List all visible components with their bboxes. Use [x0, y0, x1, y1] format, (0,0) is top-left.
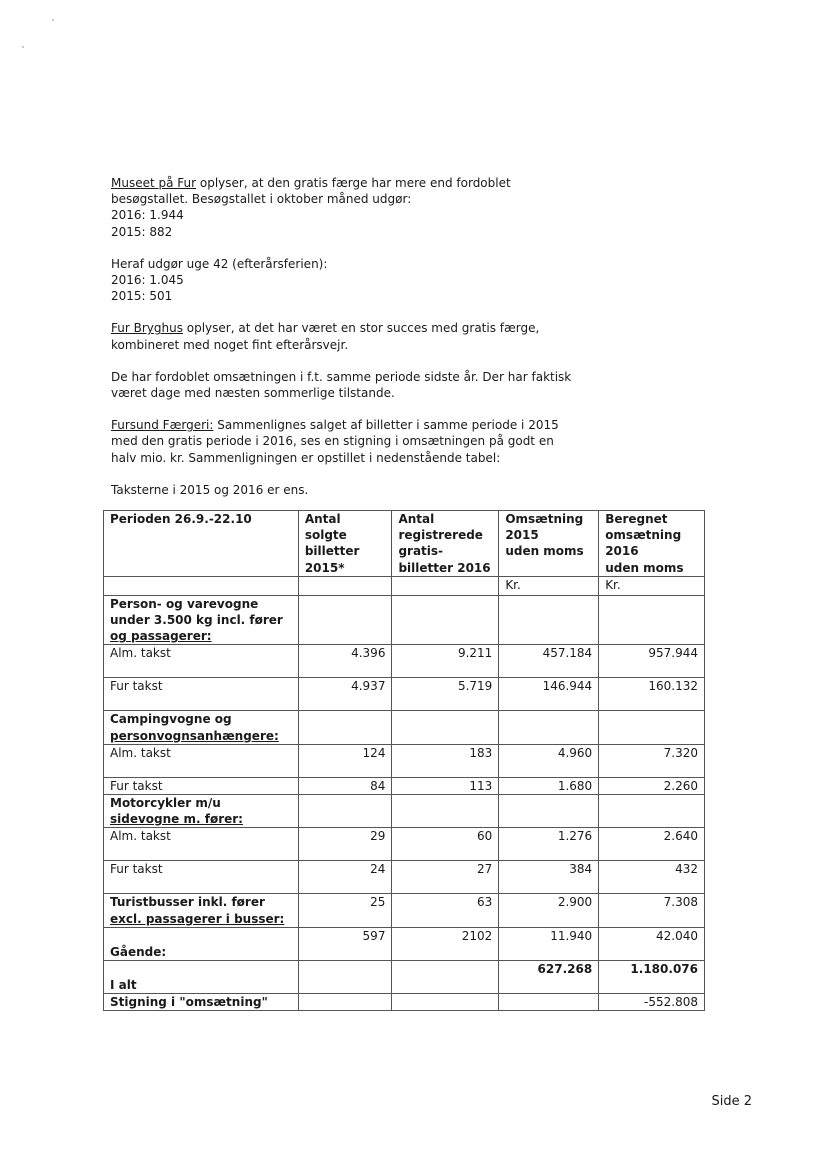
- category-row: [104, 711, 705, 744]
- table-row: Fur takst 24 27 384 432: [104, 861, 705, 894]
- scan-speck: [52, 19, 54, 21]
- unit-cell: Kr.: [599, 576, 705, 595]
- total-row: I alt 627.268 1.180.076: [104, 960, 705, 993]
- category-row: [104, 795, 705, 828]
- unit-row: [104, 576, 705, 595]
- link-brewery: Fur Bryghus: [111, 321, 183, 336]
- paragraph-museum-l4: 2015: 882: [111, 224, 173, 239]
- table-row: Fur takst 4.937 5.719 146.944 160.132: [104, 678, 705, 711]
- paragraph-revenue-l2: været dage med næsten sommerlige tilstande.: [111, 386, 395, 401]
- table-row: Turistbusser inkl. fører excl. passagerer i busser: 25 63 2.900 7.308: [104, 894, 705, 927]
- header-revenue-2015: Omsætning 2015 uden moms: [499, 511, 599, 577]
- paragraph-ferry-l1: Fursund Færgeri: Sammenlignes salget af billetter i samme periode i 2015: [111, 418, 559, 433]
- paragraph-brewery-l1: Fur Bryghus oplyser, at det har været en stor succes med gratis færge,: [111, 321, 540, 336]
- category-row: [104, 595, 705, 645]
- table-row: Gående: 597 2102 11.940 42.040: [104, 927, 705, 960]
- paragraph-museum-l2: besøgstallet. Besøgstallet i oktober måned udgør:: [111, 192, 412, 207]
- table-row: Alm. takst 4.396 9.211 457.184 957.944: [104, 645, 705, 678]
- table-row: Alm. takst 124 183 4.960 7.320: [104, 744, 705, 777]
- header-registered: Antal registrerede gratis- billetter 2016: [392, 511, 499, 577]
- category-walking: Gående:: [104, 927, 299, 960]
- increase-row: Stigning i "omsætning" -552.808: [104, 993, 705, 1010]
- paragraph-ferry-l3: halv mio. kr. Sammenligningen er opstillet i nedenstående tabel:: [111, 450, 501, 465]
- paragraph-rates: Taksterne i 2015 og 2016 er ens.: [111, 482, 309, 497]
- category-buses: Turistbusser inkl. fører excl. passagerer i busser:: [104, 894, 299, 927]
- body-text: [111, 175, 611, 498]
- unit-cell: Kr.: [499, 576, 599, 595]
- paragraph-week42-l2: 2016: 1.045: [111, 273, 184, 288]
- category-motorcycles: Motorcykler m/u sidevogne m. fører:: [104, 795, 299, 828]
- page-number: Side 2: [711, 1094, 752, 1109]
- link-ferry: Fursund Færgeri:: [111, 418, 214, 433]
- header-period: Perioden 26.9.-22.10: [104, 511, 299, 577]
- paragraph-revenue-l1: De har fordoblet omsætningen i f.t. samme periode sidste år. Der har faktisk: [111, 369, 572, 384]
- paragraph-museum-l1: Museet på Fur oplyser, at den gratis færge har mere end fordoblet: [111, 176, 511, 190]
- table-row: Alm. takst 29 60 1.276 2.640: [104, 828, 705, 861]
- category-cars: Person- og varevogne under 3.500 kg incl. fører og passagerer:: [104, 595, 299, 645]
- paragraph-week42-l3: 2015: 501: [111, 289, 173, 304]
- category-caravans: Campingvogne og personvognsanhængere:: [104, 711, 299, 744]
- paragraph-museum-l3: 2016: 1.944: [111, 208, 184, 223]
- paragraph-week42-l1: Heraf udgør uge 42 (efterårsferien):: [111, 256, 328, 271]
- header-row: [104, 511, 705, 577]
- paragraph-brewery-l2: kombineret med noget fint efterårsvejr.: [111, 337, 349, 352]
- table-row: Fur takst 84 113 1.680 2.260: [104, 777, 705, 794]
- ferry-ticket-table: [103, 510, 705, 1011]
- link-museum: Museet på Fur: [111, 176, 197, 190]
- scan-speck: [22, 46, 24, 48]
- header-sold: Antal solgte billetter 2015*: [298, 511, 392, 577]
- header-revenue-2016: Beregnet omsætning 2016 uden moms: [599, 511, 705, 577]
- paragraph-ferry-l2: med den gratis periode i 2016, ses en stigning i omsætningen på godt en: [111, 434, 554, 449]
